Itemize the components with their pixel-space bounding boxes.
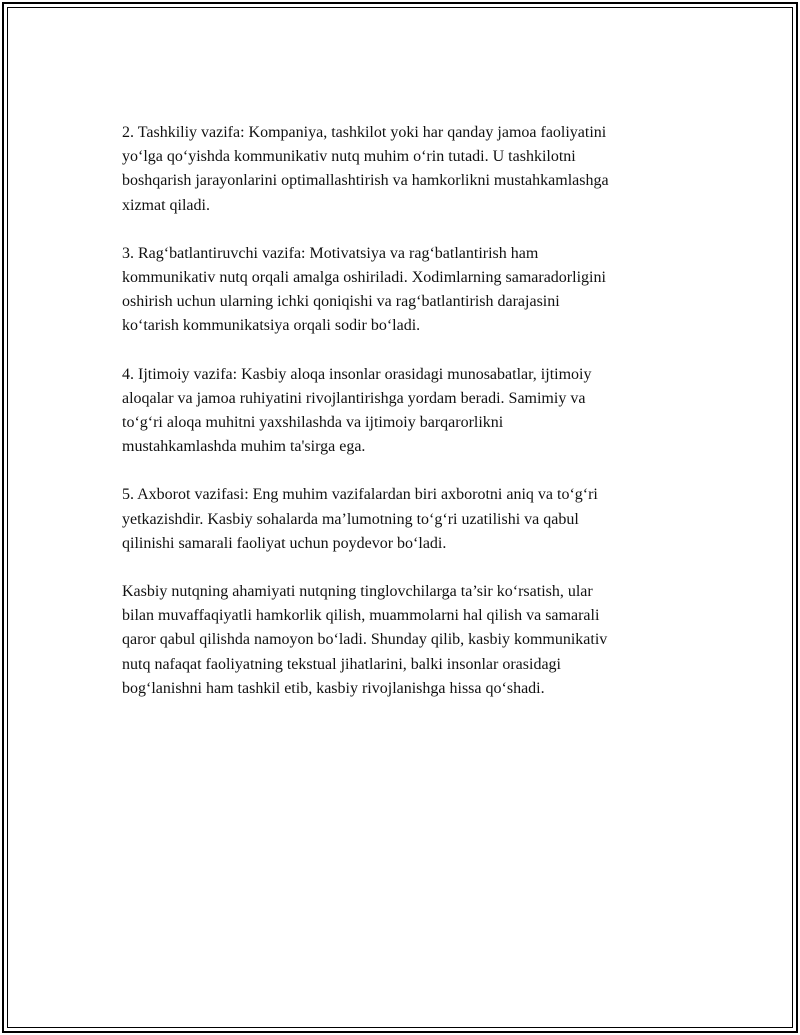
paragraph-motivational-function: 3. Rag‘batlantiruvchi vazifa: Motivatsiya va rag‘batlantirish ham kommunikativ nutq orqali amalga oshiriladi. Xodimlarning samaradorligini oshirish uchun ularning ichki qoniqishi va rag‘batlantirish darajasini ko‘tarish kommunikatsiya orqali sodir bo‘ladi. xyxy=(122,244,606,335)
paragraph-information-function: 5. Axborot vazifasi: Eng muhim vazifalardan biri axborotni aniq va to‘g‘ri yetkazishdir. Kasbiy sohalarda ma’lumotning to‘g‘ri uzatilishi va qabul qilinishi samarali faoliyat uchun poydevor bo‘ladi. xyxy=(122,486,598,552)
page-border xyxy=(2,2,798,1033)
paragraph-organizational-function: 2. Tashkiliy vazifa: Kompaniya, tashkilot yoki har qanday jamoa faoliyatini yo‘lga qo‘yishda kommunikativ nutq muhim o‘rin tutadi. U tashkilotni boshqarish jarayonlarini optimallashtirish va hamkorlikni mustahkamlashga xizmat qiladi. xyxy=(122,124,609,214)
paragraph-conclusion: Kasbiy nutqning ahamiyati nutqning tinglovchilarga ta’sir ko‘rsatish, ular bilan muvaffaqiyatli hamkorlik qilish, muammolarni hal qilish va samarali qaror qabul qilishda namoyon bo‘ladi. Shunday qilib, kasbiy kommunikativ nutq nafaqat faoliyatning tekstual jihatlarini, balki insonlar orasidagi bog‘lanishni ham tashkil etib, kasbiy rivojlanishga hissa qo‘shadi. xyxy=(122,583,608,697)
paragraph-social-function: 4. Ijtimoiy vazifa: Kasbiy aloqa insonlar orasidagi munosabatlar, ijtimoiy aloqalar va jamoa ruhiyatini rivojlantirishga yordam beradi. Samimiy va to‘g‘ri aloqa muhitni yaxshilashda va ijtimoiy barqarorlikni mustahkamlashda muhim ta'sirga ega. xyxy=(122,365,592,456)
document-body xyxy=(122,121,702,725)
